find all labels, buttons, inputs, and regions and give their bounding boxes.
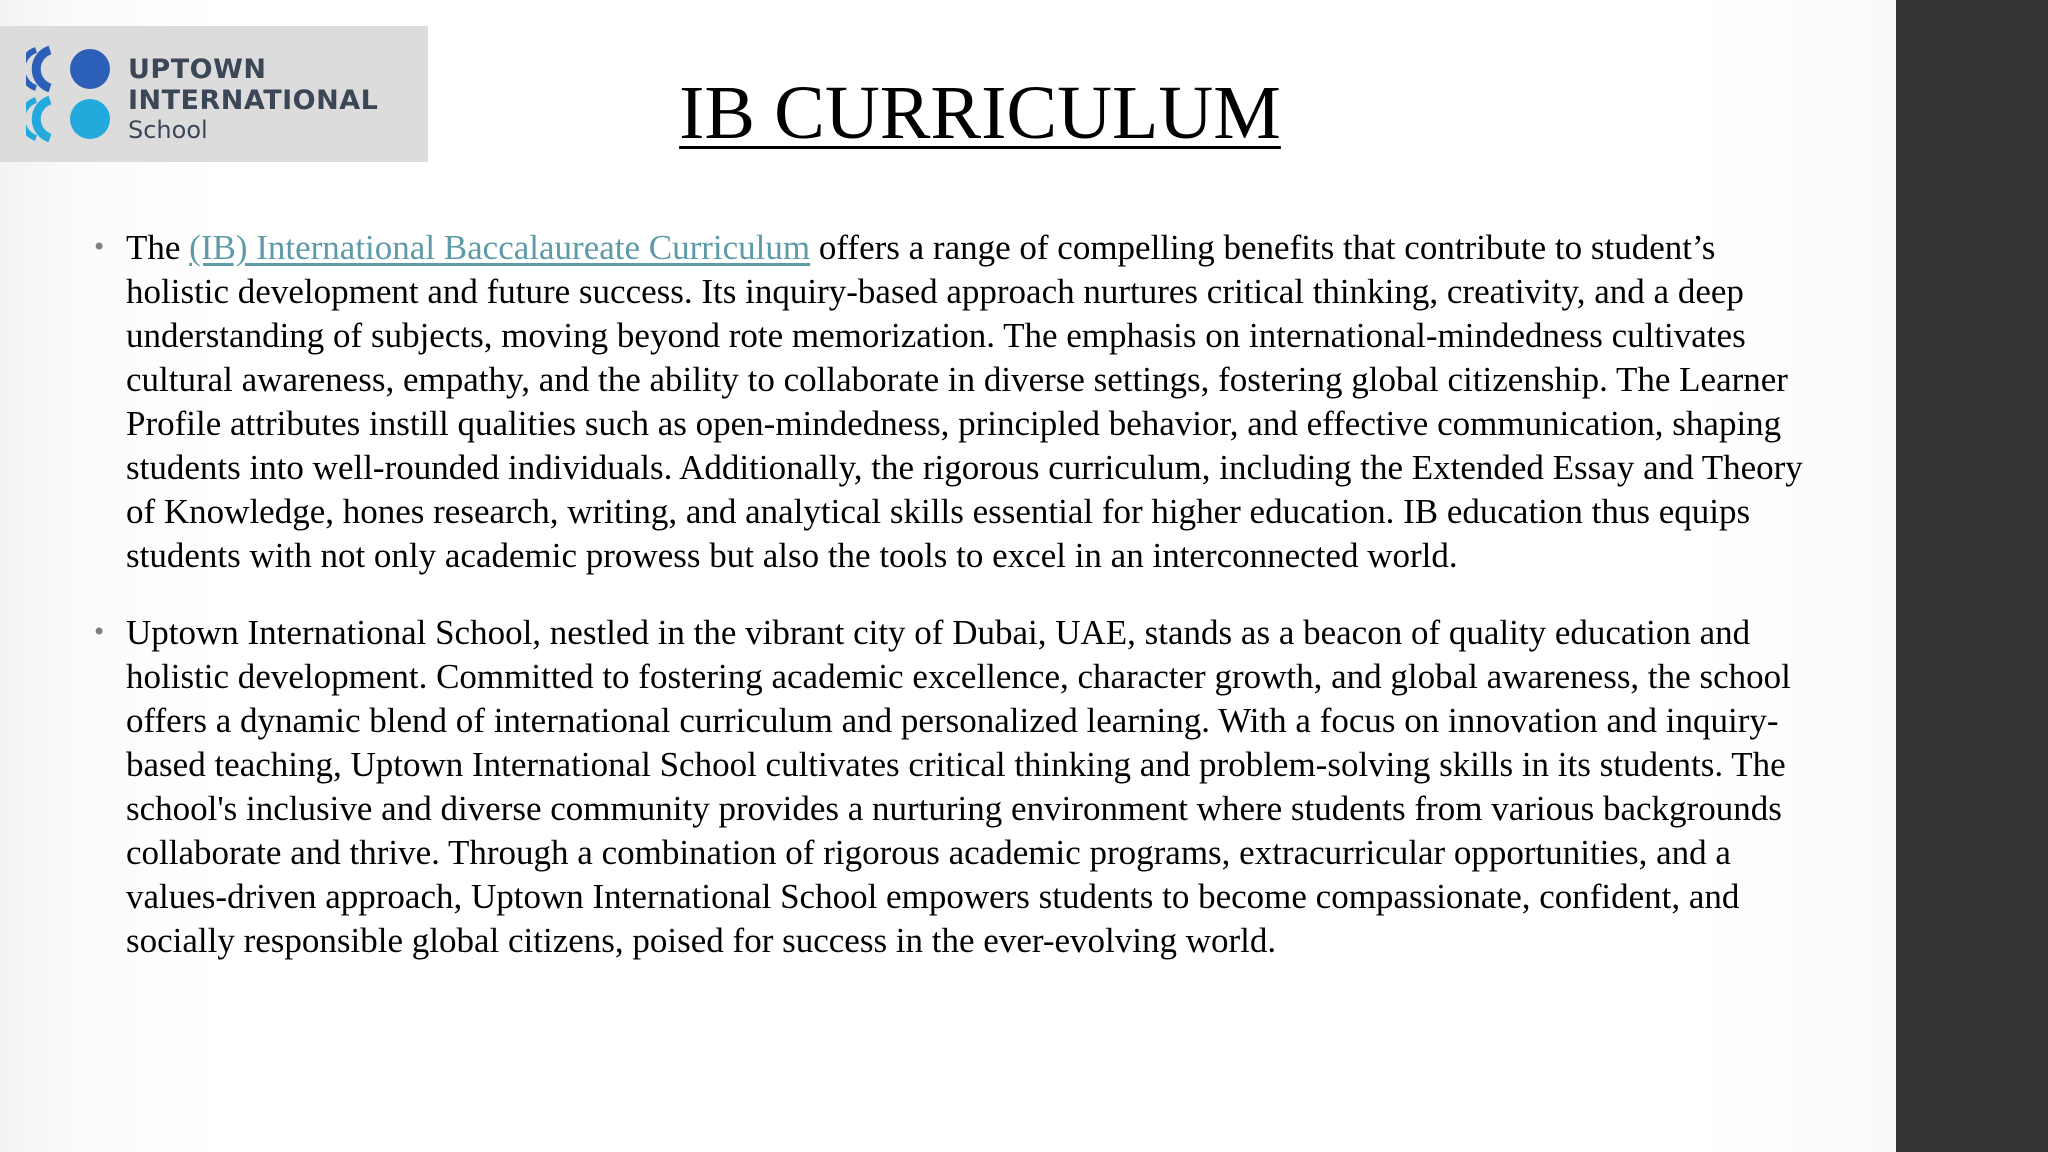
logo-line-international: INTERNATIONAL bbox=[128, 85, 379, 116]
bullet-paragraph-ib bbox=[90, 226, 1810, 578]
logo-line-school: School bbox=[128, 116, 208, 144]
bullet-icon: • bbox=[92, 618, 107, 646]
slide-body bbox=[90, 226, 1810, 996]
bullet-icon: • bbox=[92, 233, 107, 261]
logo-line-uptown: UPTOWN bbox=[128, 54, 267, 85]
bullet-paragraph-school bbox=[90, 611, 1810, 963]
paragraph-text: offers a range of compelling benefits that contribute to student’s holistic development and future success. Its inquiry-based approach nurtures critical thinking, creativity, and a deep understanding of subjects, moving beyond rote memorization. The emphasis on international-mindedness cultivates cultural awareness, empathy, and the ability to collaborate in diverse settings, fostering global citizenship. The Learner Profile attributes instill qualities such as open-mindedness, principled behavior, and effective communication, shaping students into well-rounded individuals. Additionally, the rigorous curriculum, including the Extended Essay and Theory of Knowledge, hones research, writing, and analytical skills essential for higher education. IB education thus equips students with not only academic prowess but also the tools to excel in an interconnected world. bbox=[126, 228, 1803, 575]
paragraph-prefix: The bbox=[126, 228, 190, 267]
ib-curriculum-link[interactable]: (IB) International Baccalaureate Curriculum bbox=[189, 228, 811, 267]
right-sidebar-bar bbox=[1896, 0, 2048, 1152]
paragraph-text: Uptown International School, nestled in the vibrant city of Dubai, UAE, stands as a beacon of quality education and holistic development. Committed to fostering academic excellence, character growth, and global awareness, the school offers a dynamic blend of international curriculum and personalized learning. With a focus on innovation and inquiry-based teaching, Uptown International School cultivates critical thinking and problem-solving skills in its students. The school's inclusive and diverse community provides a nurturing environment where students from various backgrounds collaborate and thrive. Through a combination of rigorous academic programs, extracurricular opportunities, and a values-driven approach, Uptown International School empowers students to become compassionate, confident, and socially responsible global citizens, poised for success in the ever-evolving world. bbox=[126, 613, 1791, 960]
slide-title: IB CURRICULUM bbox=[679, 71, 1281, 155]
